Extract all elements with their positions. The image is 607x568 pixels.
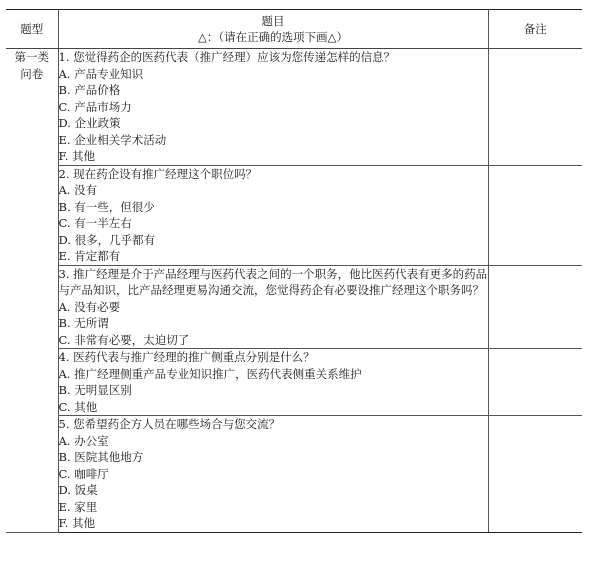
option[interactable]: C. 产品市场力 [58,99,132,114]
option[interactable]: C. 咖啡厅 [58,466,109,481]
header-question-instruction: △：（请在正确的选项下画△） [198,30,348,44]
section-type-cell [6,49,58,533]
table-row [6,49,582,166]
option[interactable]: D. 很多，几乎都有 [58,232,156,247]
question-cell [58,416,488,533]
option[interactable]: B. 无所谓 [58,316,109,330]
option[interactable]: A. 办公室 [58,433,109,448]
survey-table [6,9,582,533]
note-cell[interactable] [488,349,582,416]
note-cell[interactable] [488,416,582,533]
header-type [6,10,58,49]
option[interactable]: C. 其他 [58,399,98,414]
question-text: 5. 您希望药企方人员在哪些场合与您交流？ [58,417,281,431]
option[interactable]: B. 产品价格 [58,83,121,97]
option[interactable]: F. 其他 [58,149,95,163]
option[interactable]: F. 其他 [58,516,95,530]
option[interactable]: D. 饭桌 [58,483,98,497]
option[interactable]: A. 没有 [58,183,98,197]
question-cell [58,165,488,265]
note-cell[interactable] [488,165,582,265]
option[interactable]: C. 非常有必要，太迫切了 [58,332,190,347]
question-cell [58,349,488,416]
note-cell[interactable] [488,265,582,349]
option[interactable]: A. 推广经理侧重产品专业知识推广，医药代表侧重关系维护 [58,366,362,381]
header-question [58,10,488,49]
option[interactable]: A. 产品专业知识 [58,66,144,81]
question-cell [58,265,488,349]
header-question-label: 题目 [261,14,285,28]
header-note [488,10,582,49]
header-note-label: 备注 [523,22,547,36]
header-type-label: 题型 [20,22,44,36]
option[interactable]: E. 肯定都有 [58,249,121,263]
question-text: 3. 推广经理是介于产品经理与医药代表之间的一个职务，他比医药代表有更多的药品与产品知识，比产品经理更易沟通交流，您觉得药企有必要设推广经理这个职务吗？ [58,266,488,297]
question-text: 4. 医药代表与推广经理的推广侧重点分别是什么？ [58,350,315,364]
option[interactable]: A. 没有必要 [58,299,121,314]
question-text: 2. 现在药企设有推广经理这个职位吗？ [58,166,258,181]
option[interactable]: E. 家里 [58,499,98,514]
note-cell[interactable] [488,49,582,166]
section-label-line2: 问卷 [20,67,44,81]
option[interactable]: E. 企业相关学术活动 [58,132,167,147]
table-header-row [6,10,582,49]
table-row [6,265,582,349]
table-row [6,165,582,265]
section-label-line1: 第一类 [14,50,49,64]
option[interactable]: B. 医院其他地方 [58,450,144,464]
table-row [6,349,582,416]
option[interactable]: D. 企业政策 [58,116,121,130]
table-row [6,416,582,533]
option[interactable]: B. 无明显区别 [58,383,132,397]
question-cell [58,49,488,166]
option[interactable]: B. 有一些，但很少 [58,199,155,214]
question-text: 1. 您觉得药企的医药代表（推广经理）应该为您传递怎样的信息？ [58,50,396,64]
option[interactable]: C. 有一半左右 [58,216,132,230]
